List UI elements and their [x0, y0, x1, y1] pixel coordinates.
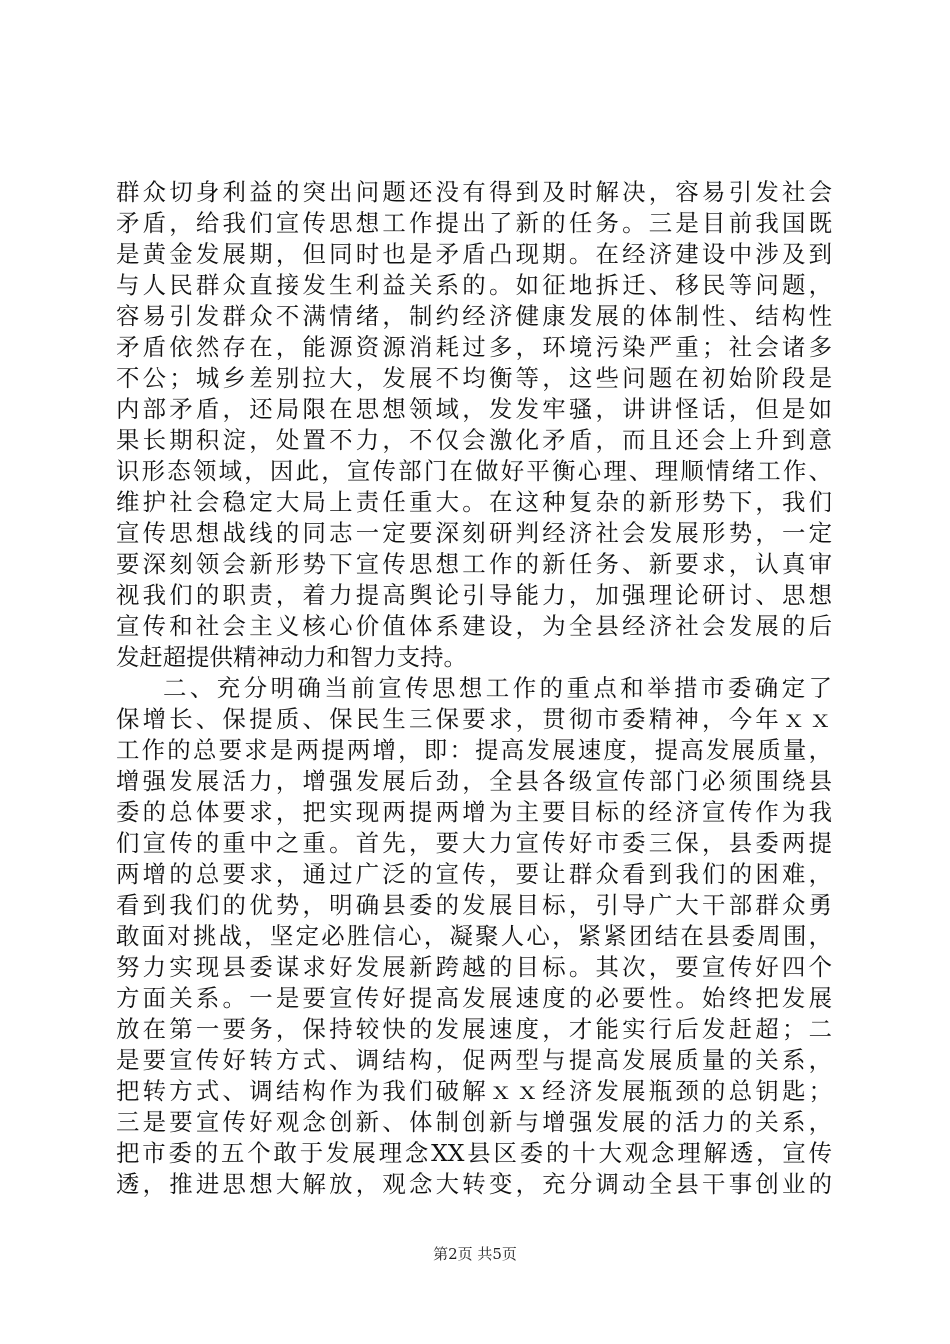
text-line: 们宣传的重中之重。首先，要大力宣传好市委三保，县委两提 [116, 829, 832, 857]
text-line: 不公；城乡差别拉大，发展不均衡等，这些问题在初始阶段是 [116, 364, 832, 392]
text-line: 视我们的职责，着力提高舆论引导能力，加强理论研讨、思想 [116, 581, 832, 609]
text-line: 敢面对挑战，坚定必胜信心，凝聚人心，紧紧团结在县委周围， [116, 922, 832, 950]
document-body [116, 177, 832, 1200]
text-line: 工作的总要求是两提两增，即：提高发展速度，提高发展质量， [116, 736, 832, 764]
text-line: 宣传思想战线的同志一定要深刻研判经济社会发展形势，一定 [116, 519, 832, 547]
section-heading-line: 二、充分明确当前宣传思想工作的重点和举措市委确定了 [163, 674, 832, 702]
text-line: 宣传和社会主义核心价值体系建设，为全县经济社会发展的后 [116, 612, 832, 640]
text-line: 把市委的五个敢于发展理念XX县区委的十大观念理解透，宣传 [116, 1139, 832, 1167]
text-line: 方面关系。一是要宣传好提高发展速度的必要性。始终把发展 [116, 984, 832, 1012]
text-line: 委的总体要求，把实现两提两增为主要目标的经济宣传作为我 [116, 798, 832, 826]
text-line: 要深刻领会新形势下宣传思想工作的新任务、新要求，认真审 [116, 550, 832, 578]
text-line: 保增长、保提质、保民生三保要求，贯彻市委精神，今年ｘｘ [116, 705, 832, 733]
paragraph-end-line: 发赶超提供精神动力和智力支持。 [116, 643, 467, 671]
text-line: 维护社会稳定大局上责任重大。在这种复杂的新形势下，我们 [116, 488, 832, 516]
text-line: 两增的总要求，通过广泛的宣传，要让群众看到我们的困难， [116, 860, 832, 888]
page-footer: 第2页 共5页 [433, 1245, 517, 1263]
text-line: 矛盾依然存在，能源资源消耗过多，环境污染严重；社会诸多 [116, 333, 832, 361]
text-line: 与人民群众直接发生利益关系的。如征地拆迁、移民等问题， [116, 271, 832, 299]
text-line: 是要宣传好转方式、调结构，促两型与提高发展质量的关系， [116, 1046, 832, 1074]
text-line: 增强发展活力，增强发展后劲，全县各级宣传部门必须围绕县 [116, 767, 832, 795]
text-line: 放在第一要务，保持较快的发展速度，才能实行后发赶超；二 [116, 1015, 832, 1043]
text-line: 矛盾，给我们宣传思想工作提出了新的任务。三是目前我国既 [116, 209, 832, 237]
text-line: 群众切身利益的突出问题还没有得到及时解决，容易引发社会 [116, 178, 832, 206]
text-line: 识形态领域，因此，宣传部门在做好平衡心理、理顺情绪工作、 [116, 457, 832, 485]
text-line: 容易引发群众不满情绪，制约经济健康发展的体制性、结构性 [116, 302, 832, 330]
text-line: 看到我们的优势，明确县委的发展目标，引导广大干部群众勇 [116, 891, 832, 919]
text-line: 果长期积淀，处置不力，不仅会激化矛盾，而且还会上升到意 [116, 426, 832, 454]
text-line: 是黄金发展期，但同时也是矛盾凸现期。在经济建设中涉及到 [116, 240, 832, 268]
text-line: 把转方式、调结构作为我们破解ｘｘ经济发展瓶颈的总钥匙； [116, 1077, 832, 1105]
text-line: 透，推进思想大解放，观念大转变，充分调动全县干事创业的 [116, 1170, 832, 1198]
text-line: 内部矛盾，还局限在思想领域，发发牢骚，讲讲怪话，但是如 [116, 395, 832, 423]
text-line: 三是要宣传好观念创新、体制创新与增强发展的活力的关系， [116, 1108, 832, 1136]
text-line: 努力实现县委谋求好发展新跨越的目标。其次，要宣传好四个 [116, 953, 832, 981]
